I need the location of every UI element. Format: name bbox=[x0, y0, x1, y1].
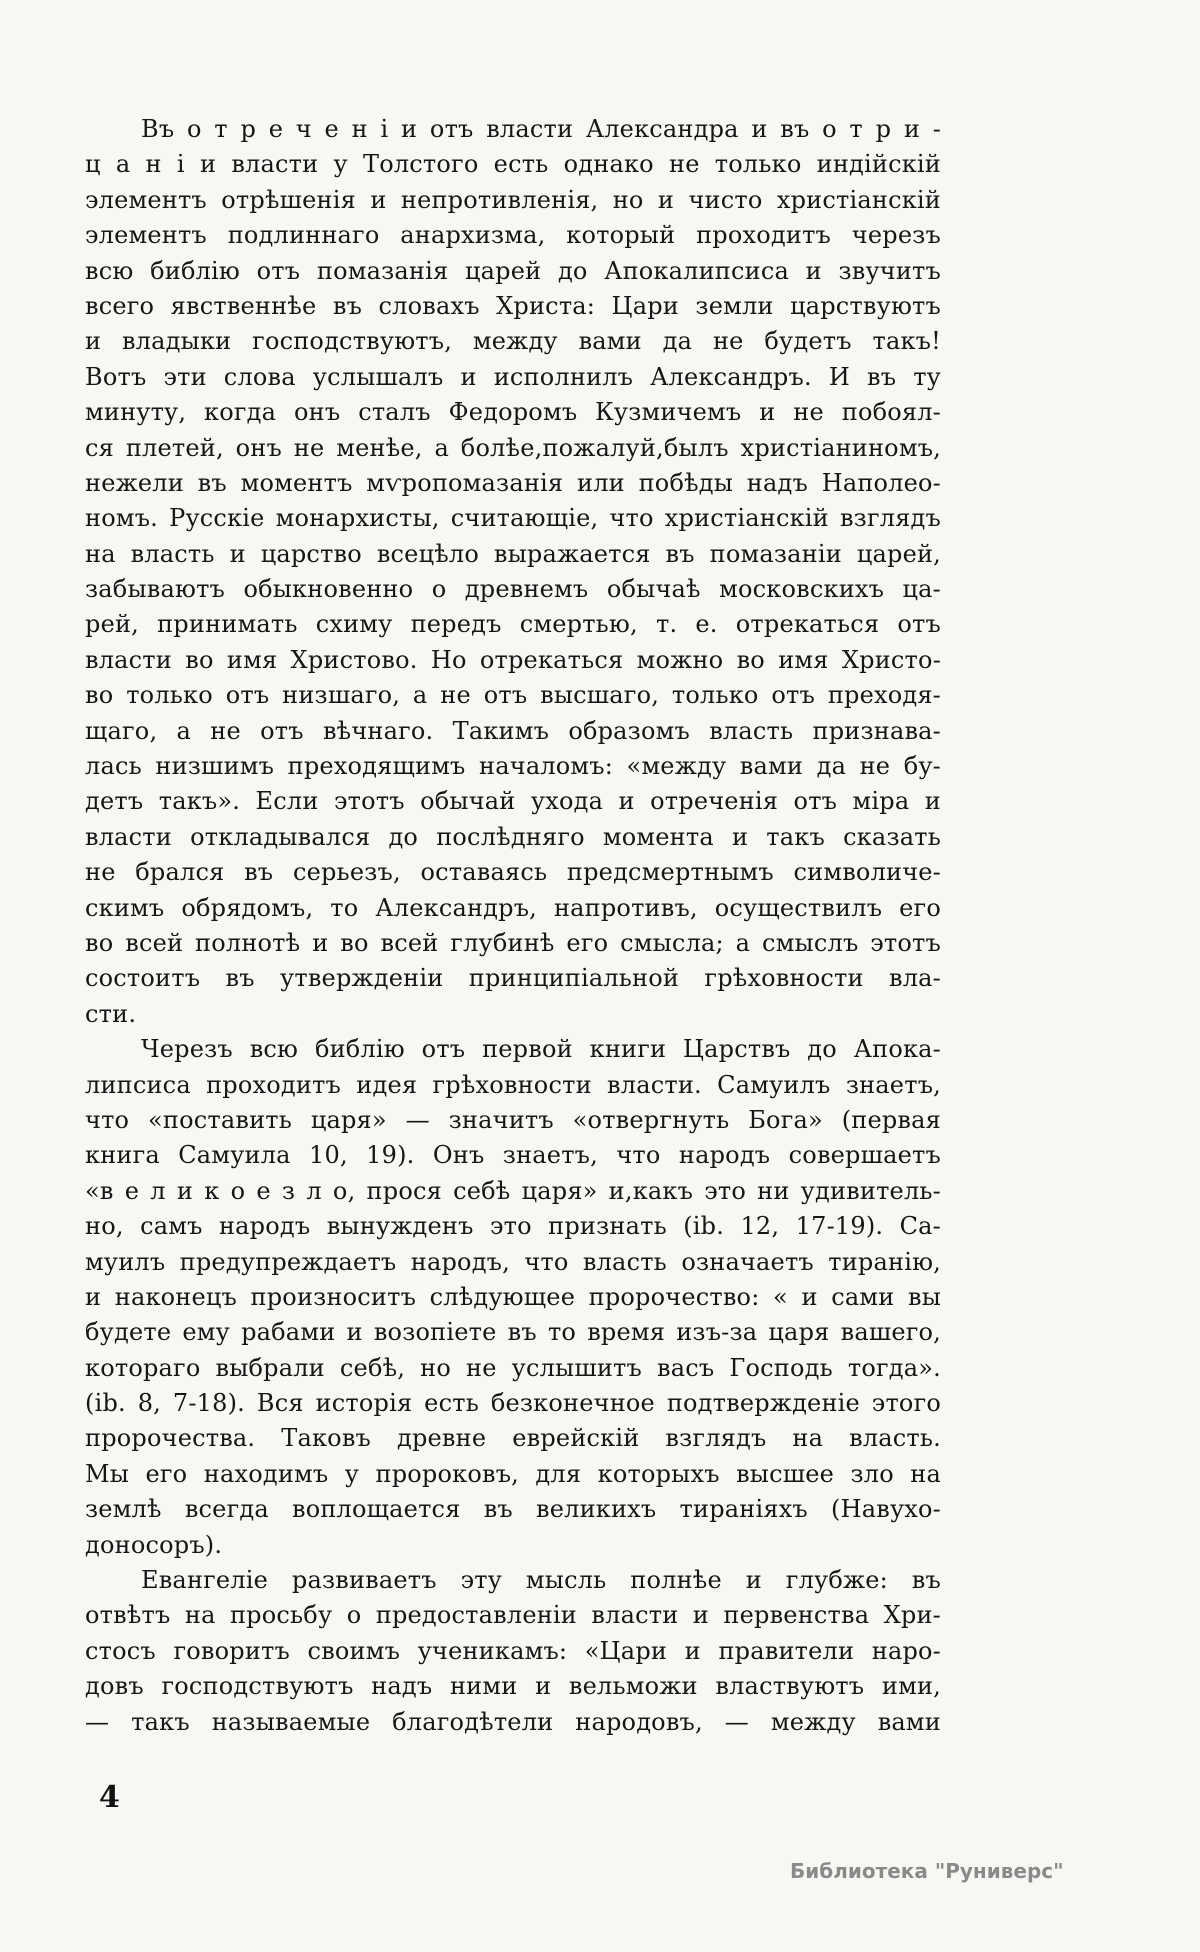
text-line: пророчества. Таковъ древне еврейскій взглядъ на власть. bbox=[85, 1424, 941, 1453]
text-line: всего явственнѣе въ словахъ Христа: Цари земли царствуютъ bbox=[85, 291, 941, 320]
text-line: будете ему рабами и возопіете въ то время изъ-за царя вашего, bbox=[85, 1318, 941, 1347]
text-line: доносоръ). bbox=[85, 1530, 223, 1559]
text-line: сти. bbox=[85, 999, 137, 1028]
text-line: власти во имя Христово. Но отрекаться можно во имя Христо- bbox=[85, 645, 941, 674]
text-line: не брался въ серьезъ, оставаясь предсмертнымъ символиче- bbox=[85, 858, 941, 887]
text-line: на власть и царство всецѣло выражается въ помазаніи царей, bbox=[85, 539, 941, 568]
text-line: Евангеліе развиваетъ эту мысль полнѣе и глубже: въ bbox=[141, 1566, 941, 1595]
text-line: состоитъ въ утвержденіи принципіальной грѣховности вла- bbox=[85, 964, 941, 993]
text-line: рей, принимать схиму передъ смертью, т. е. отрекаться отъ bbox=[85, 610, 941, 639]
text-line: землѣ всегда воплощается въ великихъ тираніяхъ (Навухо- bbox=[85, 1495, 941, 1524]
text-line: номъ. Русскіе монархисты, считающіе, что христіанскій взглядъ bbox=[85, 504, 941, 533]
page-number: 4 bbox=[99, 1780, 120, 1815]
text-line: ц а н і и власти у Толстого есть однако не только индійскій bbox=[85, 150, 941, 179]
text-line: элементъ подлиннаго анархизма, который проходитъ черезъ bbox=[85, 221, 941, 250]
text-line: щаго, а не отъ вѣчнаго. Такимъ образомъ власть признава- bbox=[85, 716, 941, 745]
text-line: забываютъ обыкновенно о древнемъ обычаѣ московскихъ ца- bbox=[85, 575, 941, 604]
text-line: довъ господствуютъ надъ ними и вельможи властвуютъ ими, bbox=[85, 1672, 941, 1701]
text-line: Мы его находимъ у пророковъ, для которыхъ высшее зло на bbox=[85, 1459, 941, 1488]
text-line: элементъ отрѣшенія и непротивленія, но и чисто христіанскій bbox=[85, 185, 941, 214]
text-line: «в е л и к о е з л о, прося себѣ царя» и,какъ это ни удивитель- bbox=[85, 1176, 941, 1205]
text-line: — такъ называемые благодѣтели народовъ, — между вами bbox=[85, 1707, 941, 1736]
text-line: что «поставить царя» — значитъ «отвергнуть Бога» (первая bbox=[85, 1105, 941, 1134]
text-line: липсиса проходитъ идея грѣховности власти. Самуилъ знаетъ, bbox=[85, 1070, 941, 1099]
text-line: книга Самуила 10, 19). Онъ знаетъ, что народъ совершаетъ bbox=[85, 1141, 941, 1170]
text-line: Въ о т р е ч е н і и отъ власти Александра и въ о т р и - bbox=[141, 115, 941, 143]
text-line: во только отъ низшаго, а не отъ высшаго, только отъ преходя- bbox=[85, 681, 941, 710]
text-line: отвѣтъ на просьбу о предоставленіи власти и первенства Хри- bbox=[85, 1601, 941, 1630]
text-line: минуту, когда онъ сталъ Федоромъ Кузмичемъ и не побоял- bbox=[85, 398, 941, 427]
text-line: и наконецъ произноситъ слѣдующее пророчество: « и сами вы bbox=[85, 1282, 941, 1311]
text-line: муилъ предупреждаетъ народъ, что власть означаетъ тиранію, bbox=[85, 1247, 941, 1276]
text-line: и владыки господствуютъ, между вами да не будетъ такъ! bbox=[85, 327, 941, 356]
page-text bbox=[85, 112, 941, 1740]
paragraph bbox=[85, 1032, 941, 1563]
paragraph bbox=[85, 1563, 941, 1740]
text-line: нежели въ моментъ мѵропомазанія или побѣды надъ Наполео- bbox=[85, 468, 941, 497]
text-line: котораго выбрали себѣ, но не услышитъ васъ Господь тогда». bbox=[85, 1353, 941, 1382]
text-line: лась низшимъ преходящимъ началомъ: «между вами да не бу- bbox=[85, 752, 941, 781]
library-watermark: Библиотека "Руниверс" bbox=[790, 1859, 1064, 1883]
text-line: ся плетей, онъ не менѣе, а болѣе,пожалуй,былъ христіаниномъ, bbox=[85, 433, 941, 462]
text-line: (ib. 8, 7-18). Вся исторія есть безконечное подтвержденіе этого bbox=[85, 1389, 941, 1418]
text-line: во всей полнотѣ и во всей глубинѣ его смысла; а смыслъ этотъ bbox=[85, 928, 941, 957]
text-line: скимъ обрядомъ, то Александръ, напротивъ, осуществилъ его bbox=[85, 893, 941, 922]
text-line: Вотъ эти слова услышалъ и исполнилъ Александръ. И въ ту bbox=[85, 362, 941, 391]
text-line: Черезъ всю библію отъ первой книги Царствъ до Апока- bbox=[141, 1035, 941, 1064]
text-line: всю библію отъ помазанія царей до Апокалипсиса и звучитъ bbox=[85, 256, 941, 285]
text-line: стосъ говоритъ своимъ ученикамъ: «Цари и правители наро- bbox=[85, 1636, 941, 1665]
text-line: детъ такъ». Если этотъ обычай ухода и отреченія отъ міра и bbox=[85, 787, 941, 816]
text-line: но, самъ народъ вынужденъ это признать (ib. 12, 17-19). Са- bbox=[85, 1212, 941, 1241]
paragraph bbox=[85, 112, 941, 1032]
text-line: власти откладывался до послѣдняго момента и такъ сказать bbox=[85, 822, 941, 851]
